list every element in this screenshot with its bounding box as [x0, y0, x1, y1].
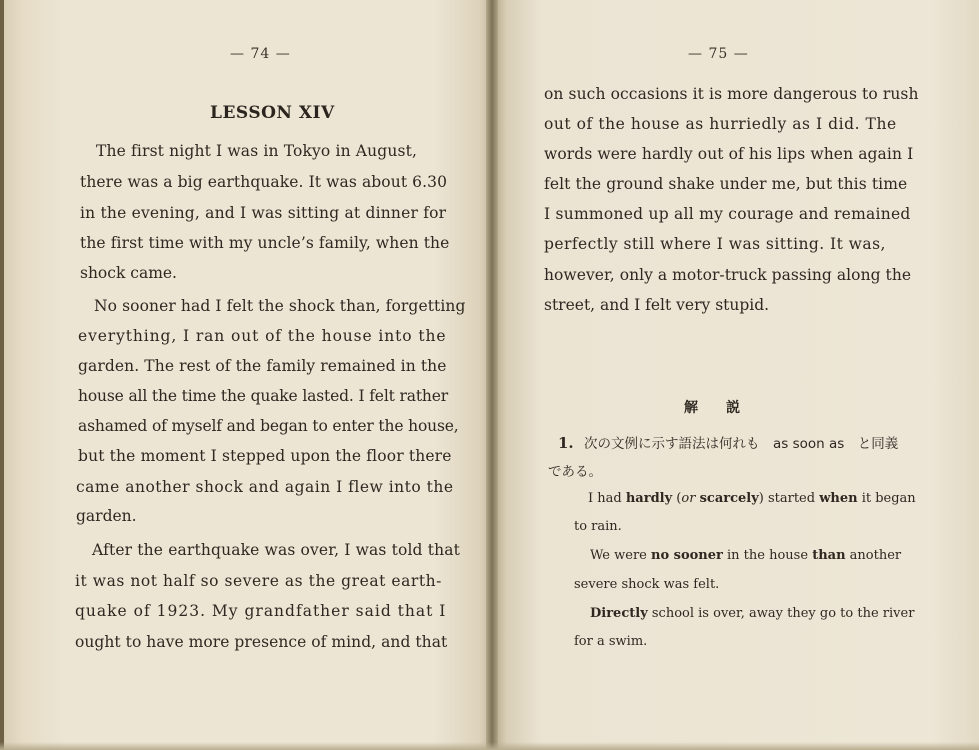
example-italic: or: [681, 491, 696, 506]
example-text: (: [672, 491, 682, 506]
example-text: another: [845, 548, 902, 563]
body-line: shock came.: [80, 264, 177, 282]
example-text: in the house: [722, 548, 813, 563]
example-line: [590, 548, 901, 563]
example-text: school is over, away they go to the river: [647, 606, 915, 621]
example-text: I had: [588, 491, 626, 506]
right-page: [492, 0, 979, 750]
body-line: ashamed of myself and began to enter the house,: [78, 417, 459, 435]
example-keyword: Directly: [590, 606, 648, 621]
body-line: but the moment I stepped upon the floor there: [78, 447, 452, 465]
body-line: the first time with my uncle’s family, when the: [80, 234, 450, 252]
example-keyword: scarcely: [699, 491, 759, 506]
page-bottom-edge: [0, 742, 979, 750]
page-number-right: — 75 —: [688, 46, 749, 62]
body-line: out of the house as hurriedly as I did. The: [544, 115, 897, 133]
body-line: came another shock and again I flew into the: [76, 478, 454, 496]
body-line: No sooner had I felt the shock than, forgetting: [94, 297, 466, 315]
body-line: everything, I ran out of the house into the: [78, 327, 447, 345]
note-line: [558, 432, 898, 452]
note-number: 1.: [558, 434, 574, 452]
example-text: it began: [857, 491, 916, 506]
body-line: quake of 1923. My grandfather said that I: [75, 602, 447, 620]
lesson-title: LESSON XIV: [210, 103, 335, 123]
note-line: である。: [548, 464, 602, 480]
example-line: severe shock was felt.: [574, 577, 720, 592]
example-keyword: when: [819, 491, 858, 506]
body-line: I summoned up all my courage and remained: [544, 205, 911, 223]
body-line: on such occasions it is more dangerous to rush: [544, 85, 919, 103]
body-line: The first night I was in Tokyo in August,: [96, 142, 418, 160]
example-text: We were: [590, 548, 651, 563]
body-line: garden.: [76, 507, 137, 525]
body-line: there was a big earthquake. It was about 6.30: [80, 173, 448, 191]
body-line: street, and I felt very stupid.: [544, 296, 770, 314]
body-line: ought to have more presence of mind, and that: [75, 633, 448, 651]
example-line: for a swim.: [574, 634, 648, 649]
body-line: house all the time the quake lasted. I felt rather: [78, 387, 449, 405]
body-line: felt the ground shake under me, but this time: [544, 175, 908, 193]
body-line: in the evening, and I was sitting at dinner for: [80, 204, 447, 222]
example-keyword: no sooner: [651, 548, 723, 563]
example-keyword: than: [812, 548, 846, 563]
note-text: 次の文例に示す語法は何れも as soon as と同義: [583, 436, 899, 452]
book-gutter: [486, 0, 498, 750]
notes-heading: 解 説: [684, 400, 740, 416]
body-line: After the earthquake was over, I was told that: [92, 541, 460, 559]
example-text: ) started: [758, 491, 820, 506]
example-line: to rain.: [574, 519, 622, 534]
page-number-left: — 74 —: [230, 46, 291, 62]
body-line: however, only a motor-truck passing along the: [544, 266, 912, 284]
example-keyword: hardly: [625, 491, 673, 506]
body-line: garden. The rest of the family remained in the: [78, 357, 447, 375]
body-line: perfectly still where I was sitting. It was,: [544, 235, 886, 253]
body-line: it was not half so severe as the great earth-: [75, 572, 442, 590]
example-line: [588, 491, 916, 506]
body-line: words were hardly out of his lips when again I: [544, 145, 914, 163]
example-line: [590, 606, 914, 621]
